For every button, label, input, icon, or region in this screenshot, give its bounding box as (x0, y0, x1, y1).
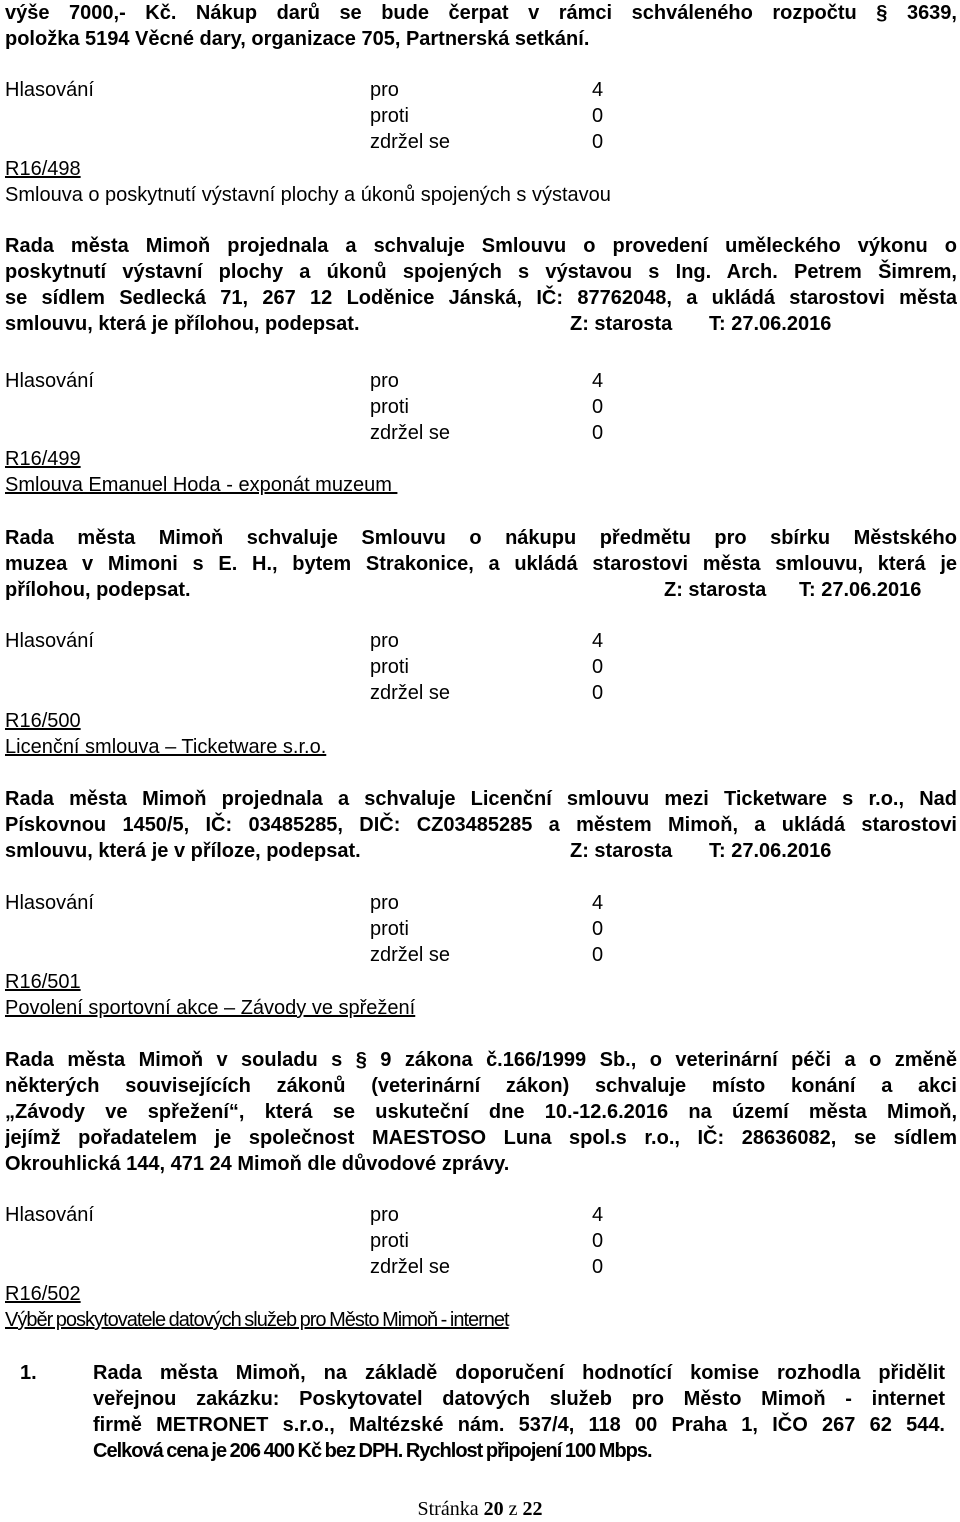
vote-zdrzel-count: 0 (592, 682, 604, 704)
resolution-text-502-line-1: Rada města Mimoň, na základě doporučení hodnotící komise rozhodla přidělit (93, 1362, 945, 1384)
intro-line-1: výše 7000,- Kč. Nákup darů se bude čerpat v rámci schváleného rozpočtu § 3639, (5, 2, 957, 24)
vote-pro-count: 4 (592, 370, 604, 392)
resolution-text-501-line-2: některých souvisejících zákonů (veterinární zákon) schvaluje místo konání a akci (5, 1075, 957, 1097)
vote-proti-count: 0 (592, 396, 604, 418)
resolution-text-501-line-3: „Závody ve spřežení“, která se uskuteční dne 10.-12.6.2016 na území města Mimoň, (5, 1101, 957, 1123)
vote-label: Hlasování (5, 630, 94, 652)
resolution-text-500-line-3: smlouvu, která je v příloze, podepsat. (5, 840, 361, 862)
responsible-498: Z: starosta (570, 313, 673, 335)
resolution-title-499: Smlouva Emanuel Hoda - exponát muzeum (5, 474, 398, 496)
intro-line-2: položka 5194 Věcné dary, organizace 705, Partnerská setkání. (5, 28, 590, 50)
resolution-id-502: R16/502 (5, 1283, 81, 1305)
vote-proti-count: 0 (592, 105, 604, 127)
vote-pro-count: 4 (592, 630, 604, 652)
vote-proti-label: proti (370, 396, 409, 418)
resolution-title-501: Povolení sportovní akce – Závody ve spřežení (5, 997, 416, 1019)
vote-pro-count: 4 (592, 1204, 604, 1226)
resolution-text-498-line-3: se sídlem Sedlecká 71, 267 12 Loděnice Jánská, IČ: 87762048, a ukládá starostovi města (5, 287, 957, 309)
resolution-text-501-line-1: Rada města Mimoň v souladu s § 9 zákona č.166/1999 Sb., o veterinární péči a o změně (5, 1049, 957, 1071)
footer-mid: z (508, 1498, 518, 1520)
resolution-title-500: Licenční smlouva – Ticketware s.r.o. (5, 736, 327, 758)
resolution-title-498: Smlouva o poskytnutí výstavní plochy a úkonů spojených s výstavou (5, 184, 611, 206)
resolution-text-502-line-3: firmě METRONET s.r.o., Maltézské nám. 537/4, 118 00 Praha 1, IČO 267 62 544. (93, 1414, 945, 1436)
vote-zdrzel-label: zdržel se (370, 131, 451, 153)
vote-pro-label: pro (370, 630, 399, 652)
vote-zdrzel-label: zdržel se (370, 422, 451, 444)
resolution-text-498-line-4: smlouvu, která je přílohou, podepsat. (5, 313, 360, 335)
vote-pro-label: pro (370, 370, 399, 392)
page-footer (0, 1496, 960, 1522)
responsible-500: Z: starosta (570, 840, 673, 862)
vote-proti-label: proti (370, 105, 409, 127)
vote-pro-label: pro (370, 892, 399, 914)
vote-label: Hlasování (5, 370, 94, 392)
resolution-text-501-line-5: Okrouhlická 144, 471 24 Mimoň dle důvodové zprávy. (5, 1153, 510, 1175)
vote-label: Hlasování (5, 892, 94, 914)
vote-zdrzel-count: 0 (592, 1256, 604, 1278)
vote-pro-label: pro (370, 1204, 399, 1226)
resolution-id-501: R16/501 (5, 971, 81, 993)
vote-proti-label: proti (370, 918, 409, 940)
resolution-text-501-line-4: jejímž pořadatelem je společnost MAESTOSO Luna spol.s r.o., IČ: 28636082, se sídlem (5, 1127, 957, 1149)
resolution-text-499-line-3: přílohou, podepsat. (5, 579, 191, 601)
resolution-text-499-line-2: muzea v Mimoni s E. H., bytem Strakonice, a ukládá starostovi města smlouvu, která je (5, 553, 957, 575)
vote-pro-count: 4 (592, 892, 604, 914)
vote-pro-count: 4 (592, 79, 604, 101)
resolution-id-499: R16/499 (5, 448, 81, 470)
resolution-text-498-line-1: Rada města Mimoň projednala a schvaluje Smlouvu o provedení uměleckého výkonu o (5, 235, 957, 257)
resolution-text-498-line-2: poskytnutí výstavní plochy a úkonů spojených s výstavou s Ing. Arch. Petrem Šimrem, (5, 261, 957, 283)
footer-page-number: 20 (483, 1498, 504, 1520)
footer-prefix: Stránka (417, 1498, 479, 1520)
vote-zdrzel-count: 0 (592, 131, 604, 153)
deadline-499: T: 27.06.2016 (799, 579, 922, 601)
vote-proti-count: 0 (592, 1230, 604, 1252)
responsible-499: Z: starosta (664, 579, 767, 601)
vote-label: Hlasování (5, 79, 94, 101)
vote-pro-label: pro (370, 79, 399, 101)
vote-proti-count: 0 (592, 656, 604, 678)
vote-label: Hlasování (5, 1204, 94, 1226)
vote-zdrzel-label: zdržel se (370, 682, 451, 704)
resolution-id-500: R16/500 (5, 710, 81, 732)
vote-zdrzel-label: zdržel se (370, 944, 451, 966)
resolution-text-500-line-1: Rada města Mimoň projednala a schvaluje Licenční smlouvu mezi Ticketware s r.o., Nad (5, 788, 957, 810)
resolution-text-500-line-2: Pískovnou 1450/5, IČ: 03485285, DIČ: CZ03485285 a městem Mimoň, a ukládá starostovi (5, 814, 957, 836)
vote-proti-label: proti (370, 1230, 409, 1252)
vote-proti-count: 0 (592, 918, 604, 940)
resolution-text-502-line-2: veřejnou zakázku: Poskytovatel datových služeb pro Město Mimoň - internet (93, 1388, 945, 1410)
vote-zdrzel-count: 0 (592, 422, 604, 444)
resolution-id-498: R16/498 (5, 158, 81, 180)
resolution-text-502-line-4: Celková cena je 206 400 Kč bez DPH. Rychlost připojení 100 Mbps. (93, 1440, 652, 1462)
resolution-text-499-line-1: Rada města Mimoň schvaluje Smlouvu o nákupu předmětu pro sbírku Městského (5, 527, 957, 549)
deadline-500: T: 27.06.2016 (709, 840, 832, 862)
vote-zdrzel-count: 0 (592, 944, 604, 966)
deadline-498: T: 27.06.2016 (709, 313, 832, 335)
vote-zdrzel-label: zdržel se (370, 1256, 451, 1278)
footer-page-total: 22 (522, 1498, 543, 1520)
list-item-number: 1. (20, 1362, 37, 1384)
vote-proti-label: proti (370, 656, 409, 678)
resolution-title-502: Výběr poskytovatele datových služeb pro Město Mimoň - internet (5, 1309, 509, 1331)
